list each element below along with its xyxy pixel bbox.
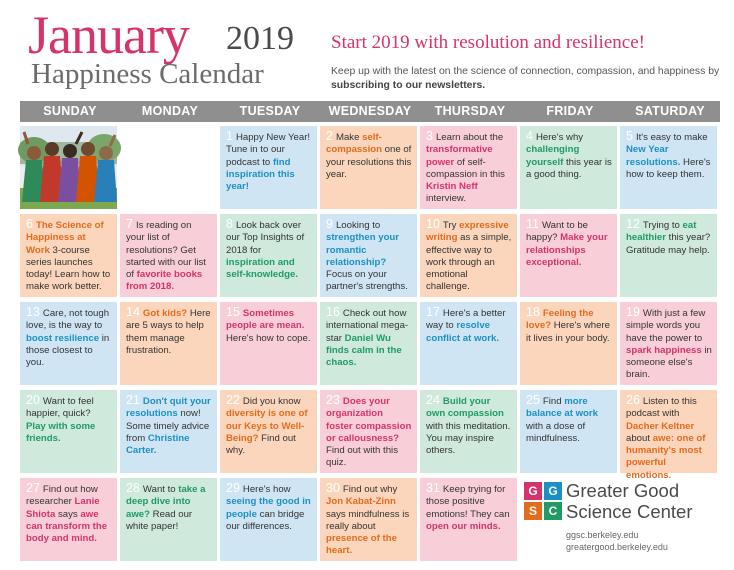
day-text: Is reading on your list of resolutions? Get started with our list of [126,220,206,281]
day-number: 27 [26,481,40,495]
day-highlight-link[interactable]: Does your organization foster compassion or callousness? [326,396,412,444]
calendar-day-cell[interactable] [120,214,217,297]
calendar-day-cell[interactable] [320,390,417,473]
day-text: Here's a better way to [426,308,506,332]
ggsc-logo-block[interactable] [520,478,720,561]
day-number: 31 [426,481,440,495]
day-text: Find [542,396,565,407]
logo-letter: S [524,502,542,520]
day-text: Listen to this podcast with [626,396,697,420]
day-number: 7 [126,217,133,231]
day-text: this year? Gratitude may help. [626,232,711,256]
day-highlight-link[interactable]: diversity is one of our Keys to Well-Being? [226,408,308,444]
day-text: with a dose of mindfulness. [526,420,586,444]
day-highlight-link[interactable]: Don't quit your resolutions [126,396,211,420]
calendar-day-cell[interactable] [520,302,617,385]
day-text: Want to feel happier, quick? [26,396,94,420]
day-text: Keep trying for those positive emotions! They can [426,484,510,520]
calendar-day-cell[interactable] [220,390,317,473]
day-highlight-link[interactable]: Sometimes people are mean. [226,308,305,332]
day-highlight-link[interactable]: awe can transform the body and mind. [26,508,108,545]
day-highlight-link[interactable]: challenging yourself [526,144,580,168]
ggsc-name [566,480,692,522]
calendar-day-cell[interactable] [220,478,317,561]
calendar-day-cell[interactable] [520,390,617,473]
calendar-day-cell[interactable] [520,126,617,209]
calendar-day-cell[interactable] [320,302,417,385]
calendar-day-cell[interactable] [20,214,117,297]
day-text: Make [335,132,363,143]
day-number: 25 [526,393,540,407]
day-highlight-link[interactable]: Got kids? [142,308,188,319]
day-highlight-link[interactable]: presence of the heart. [326,533,397,557]
day-text: Find out why [342,484,398,495]
day-text: Here are 5 ways to help them manage frustration. [126,308,211,356]
day-highlight-link[interactable]: spark happiness [626,344,702,356]
day-text: With just a few simple words you have the power to [626,308,706,344]
newsletter-note [331,65,723,93]
day-text: Learn about the [435,132,504,143]
day-number: 16 [326,305,340,319]
day-number: 13 [26,305,40,319]
calendar-day-cell[interactable] [120,302,217,385]
weekday-label: SUNDAY [43,104,97,118]
calendar-day-cell[interactable] [420,126,517,209]
day-highlight-link[interactable]: seeing the good in people [226,496,311,520]
calendar-day-cell[interactable] [120,390,217,473]
newsletter-note-text: Keep up with the latest on the science of connection, compassion, and happiness by [331,66,720,77]
day-number: 15 [226,305,240,319]
day-number: 14 [126,305,140,319]
day-highlight-link[interactable]: self-compassion [326,132,382,156]
calendar-day-cell[interactable] [420,214,517,297]
day-number: 28 [126,481,140,495]
day-text: with this meditation. You may inspire others. [426,420,511,457]
calendar-day-cell[interactable] [320,478,417,561]
day-highlight-link[interactable]: more balance at work [526,396,598,420]
day-text: Did you know [242,396,301,407]
day-highlight-link[interactable]: Play with some friends. [26,420,96,444]
tagline: Start 2019 with resolution and resilience! [331,32,645,53]
day-text: about [626,432,653,444]
day-text: Find out why. [226,432,296,457]
day-text: Here's where it lives in your body. [526,320,610,344]
calendar-day-cell[interactable] [220,302,317,385]
day-text: Find out how researcher [26,484,98,508]
day-text: Care, not tough love, is the way to [26,308,110,332]
day-text: Look back over our Top Insights of 2018 for [226,220,305,256]
logo-letter: C [544,502,562,520]
day-highlight-link[interactable]: Jon Kabat-Zinn [326,496,396,508]
calendar-day-cell[interactable] [420,390,517,473]
day-text: Here's why [535,132,584,143]
day-text: says mindfulness is really about [326,508,410,532]
calendar-day-cell[interactable] [620,214,717,297]
day-text: Check out how international mega-star [326,308,409,344]
calendar-day-cell[interactable] [20,478,117,561]
day-text: Trying to [642,220,683,231]
weekday-header [20,101,720,122]
day-text: 3-course series launches today! Learn how to make work better. [26,244,111,293]
calendar-day-cell[interactable] [420,478,517,561]
day-text: Try [442,220,460,231]
calendar-day-cell[interactable] [420,302,517,385]
day-text: one of your resolutions this year. [326,144,412,180]
day-text: Read our white paper! [126,508,193,532]
day-text: now! Some timely advice from [126,408,210,444]
day-number: 10 [426,217,440,231]
calendar-day-cell[interactable] [620,126,717,209]
day-highlight-link[interactable]: transformative power [426,144,493,168]
day-number: 8 [226,217,233,231]
day-text: Focus on your partner's strengths. [326,269,408,293]
day-text: says [55,508,81,520]
day-number: 21 [126,393,140,407]
day-text: Want to be happy? [526,220,589,244]
weekday-label: TUESDAY [239,104,301,118]
day-text: as a simple, effective way to work through an emotional challenge. [426,232,512,293]
ggsc-url[interactable]: ggsc.berkeley.edu [566,530,639,540]
day-number: 19 [626,305,640,319]
calendar-day-cell[interactable] [620,390,717,481]
day-text: Here's how [242,484,291,495]
ggsc-name-line: Greater Good [566,480,680,501]
day-text: in those closest to you. [26,332,110,369]
day-highlight-link[interactable]: The Science of Happiness at Work [26,220,104,256]
day-highlight-link[interactable]: Feeling the love? [526,308,594,332]
day-highlight-link[interactable]: take a deep dive into awe? [126,484,206,520]
weekday-label: THURSDAY [434,104,506,118]
weekday-label: SATURDAY [635,104,705,118]
day-text: Looking to [335,220,381,231]
day-number: 30 [326,481,340,495]
day-highlight-link[interactable]: eat healthier [626,220,697,244]
day-text: in someone else's brain. [626,344,712,381]
day-number: 6 [26,217,33,231]
day-number: 11 [526,217,539,231]
day-highlight-link[interactable]: Make your relationships exceptional. [526,232,608,268]
day-highlight-link[interactable]: inspiration and self-knowledge. [226,256,298,281]
calendar-day-cell[interactable] [220,126,317,209]
day-text: Happy New Year! Tune in to our podcast to [226,132,311,168]
day-number: 24 [426,393,440,407]
weekday-label: WEDNESDAY [328,104,412,118]
calendar-year: 2019 [226,20,294,57]
day-number: 23 [326,393,340,407]
day-highlight-link[interactable]: expressive writing [426,220,509,244]
day-number: 26 [626,393,640,407]
day-highlight-link[interactable]: resolve conflict at work. [426,320,500,344]
ggsc-logo-mark [524,482,562,520]
day-highlight-link[interactable]: find inspiration this year! [226,156,295,193]
day-text: of self-compassion in this [426,156,505,180]
day-text: Want to [142,484,179,495]
day-text: Find out with this quiz. [326,445,398,469]
day-number: 3 [426,129,433,143]
day-number: 5 [626,129,633,143]
day-highlight-link[interactable]: Daniel Wu finds calm in the chaos. [326,332,402,369]
day-number: 18 [526,305,540,319]
day-text: It's easy to make [635,132,708,143]
day-number: 4 [526,129,533,143]
calendar-day-cell[interactable] [20,390,117,473]
weekday-label: MONDAY [141,104,199,118]
greatergood-url[interactable]: greatergood.berkeley.edu [566,542,668,552]
day-number: 29 [226,481,240,495]
day-highlight-link[interactable]: Dacher Keltner [626,420,695,432]
logo-letter: G [544,482,562,500]
day-number: 22 [226,393,240,407]
day-number: 2 [326,129,333,143]
calendar-day-cell[interactable] [120,478,217,561]
day-highlight-link[interactable]: boost resilience [26,332,100,344]
day-text: this year is a good thing. [526,156,612,180]
day-highlight-link[interactable]: Kristin Neff [426,181,478,193]
day-highlight-link[interactable]: Build your own compassion [426,396,504,420]
ggsc-name-line: Science Center [566,501,693,522]
day-highlight-link[interactable]: Lanie Shiota [26,496,100,520]
day-number: 12 [626,217,640,231]
day-text: Here's how to keep them. [626,156,711,180]
children-capes-photo [20,126,117,209]
day-highlight-link[interactable]: awe: one of humanity's most powerful emotions. [626,432,706,481]
day-number: 9 [326,217,333,231]
calendar-month: January [28,5,189,65]
logo-letter: G [524,482,542,500]
day-text: can bridge our differences. [226,508,305,532]
day-highlight-link[interactable]: open our minds. [426,520,501,532]
calendar-day-cell[interactable] [520,214,617,297]
calendar-day-cell[interactable] [320,126,417,209]
day-highlight-link[interactable]: New Year resolutions. [626,144,681,168]
day-number: 17 [426,305,440,319]
day-highlight-link[interactable]: favorite books from 2018. [126,269,203,293]
day-text: Here's how to cope. [226,332,311,344]
day-number: 20 [26,393,40,407]
calendar-subtitle: Happiness Calendar [31,58,264,90]
weekday-label: FRIDAY [546,104,594,118]
calendar-day-cell[interactable] [320,214,417,297]
calendar-day-cell[interactable] [220,214,317,297]
day-highlight-link[interactable]: strengthen your romantic relationship? [326,232,400,268]
newsletter-link[interactable]: subscribing to our newsletters. [331,80,486,91]
day-text: interview. [426,193,466,205]
day-highlight-link[interactable]: Christine Carter. [126,432,190,457]
day-number: 1 [226,129,233,143]
calendar-day-cell[interactable] [620,302,717,385]
calendar-day-cell[interactable] [20,302,117,385]
